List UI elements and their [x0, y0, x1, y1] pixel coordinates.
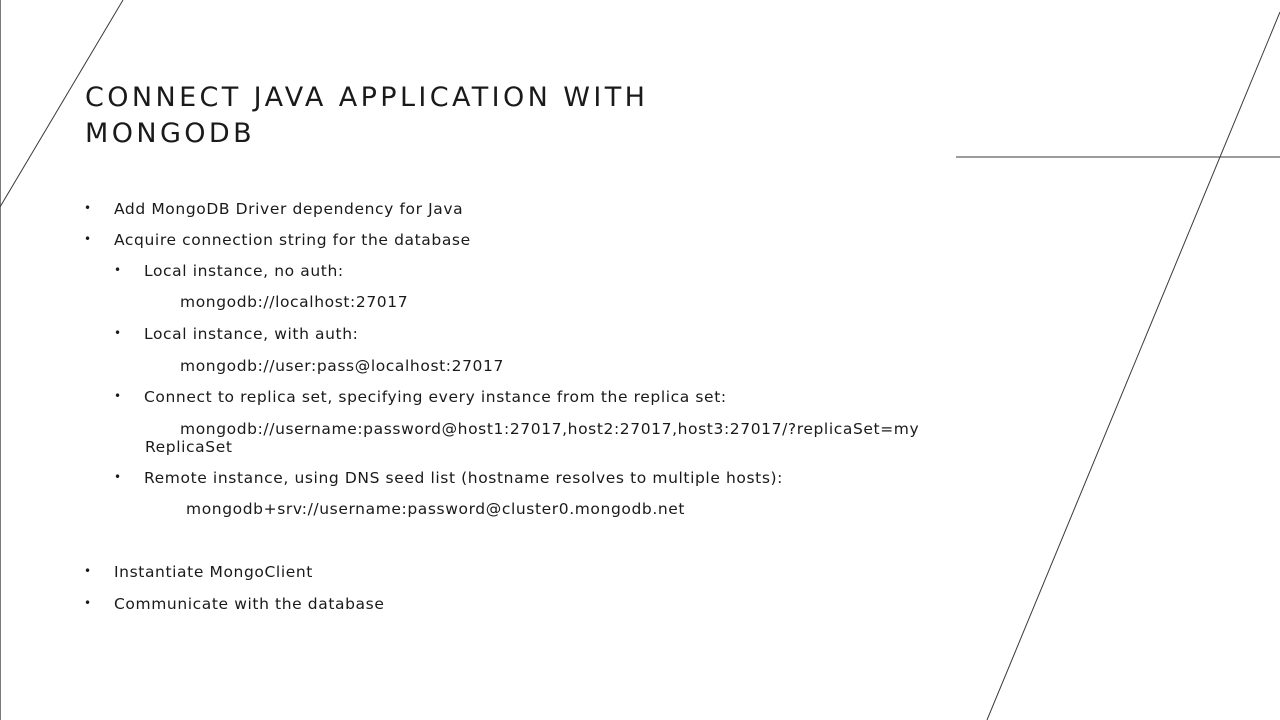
uri-local-with-auth: mongodb://user:pass@localhost:27017 — [180, 357, 504, 375]
bullet-marker: • — [84, 201, 92, 215]
bullet-local-with-auth: Local instance, with auth: — [144, 325, 359, 343]
decorative-line-right-diagonal — [987, 12, 1280, 720]
bullet-instantiate-client: Instantiate MongoClient — [114, 563, 313, 581]
bullet-marker: • — [114, 326, 122, 340]
bullet-marker: • — [84, 232, 92, 246]
bullet-local-no-auth: Local instance, no auth: — [144, 262, 344, 280]
uri-local-no-auth: mongodb://localhost:27017 — [180, 293, 409, 311]
bullet-connection-string: Acquire connection string for the database — [114, 231, 471, 249]
uri-replica-set-continued: ReplicaSet — [145, 438, 233, 456]
bullet-marker: • — [114, 389, 122, 403]
bullet-marker: • — [114, 263, 122, 277]
bullet-add-driver: Add MongoDB Driver dependency for Java — [114, 200, 464, 218]
bullet-communicate: Communicate with the database — [114, 595, 385, 613]
bullet-marker: • — [114, 470, 122, 484]
bullet-marker: • — [84, 564, 92, 578]
slide-title: CONNECT JAVA APPLICATION WITH MONGODB — [85, 82, 649, 149]
bullet-replica-set: Connect to replica set, specifying every instance from the replica set: — [144, 388, 727, 406]
bullet-marker: • — [84, 596, 92, 610]
bullet-remote-dns: Remote instance, using DNS seed list (hostname resolves to multiple hosts): — [144, 469, 783, 487]
uri-replica-set: mongodb://username:password@host1:27017,host2:27017,host3:27017/?replicaSet=my — [180, 420, 920, 438]
uri-remote-dns: mongodb+srv://username:password@cluster0.mongodb.net — [186, 500, 686, 518]
